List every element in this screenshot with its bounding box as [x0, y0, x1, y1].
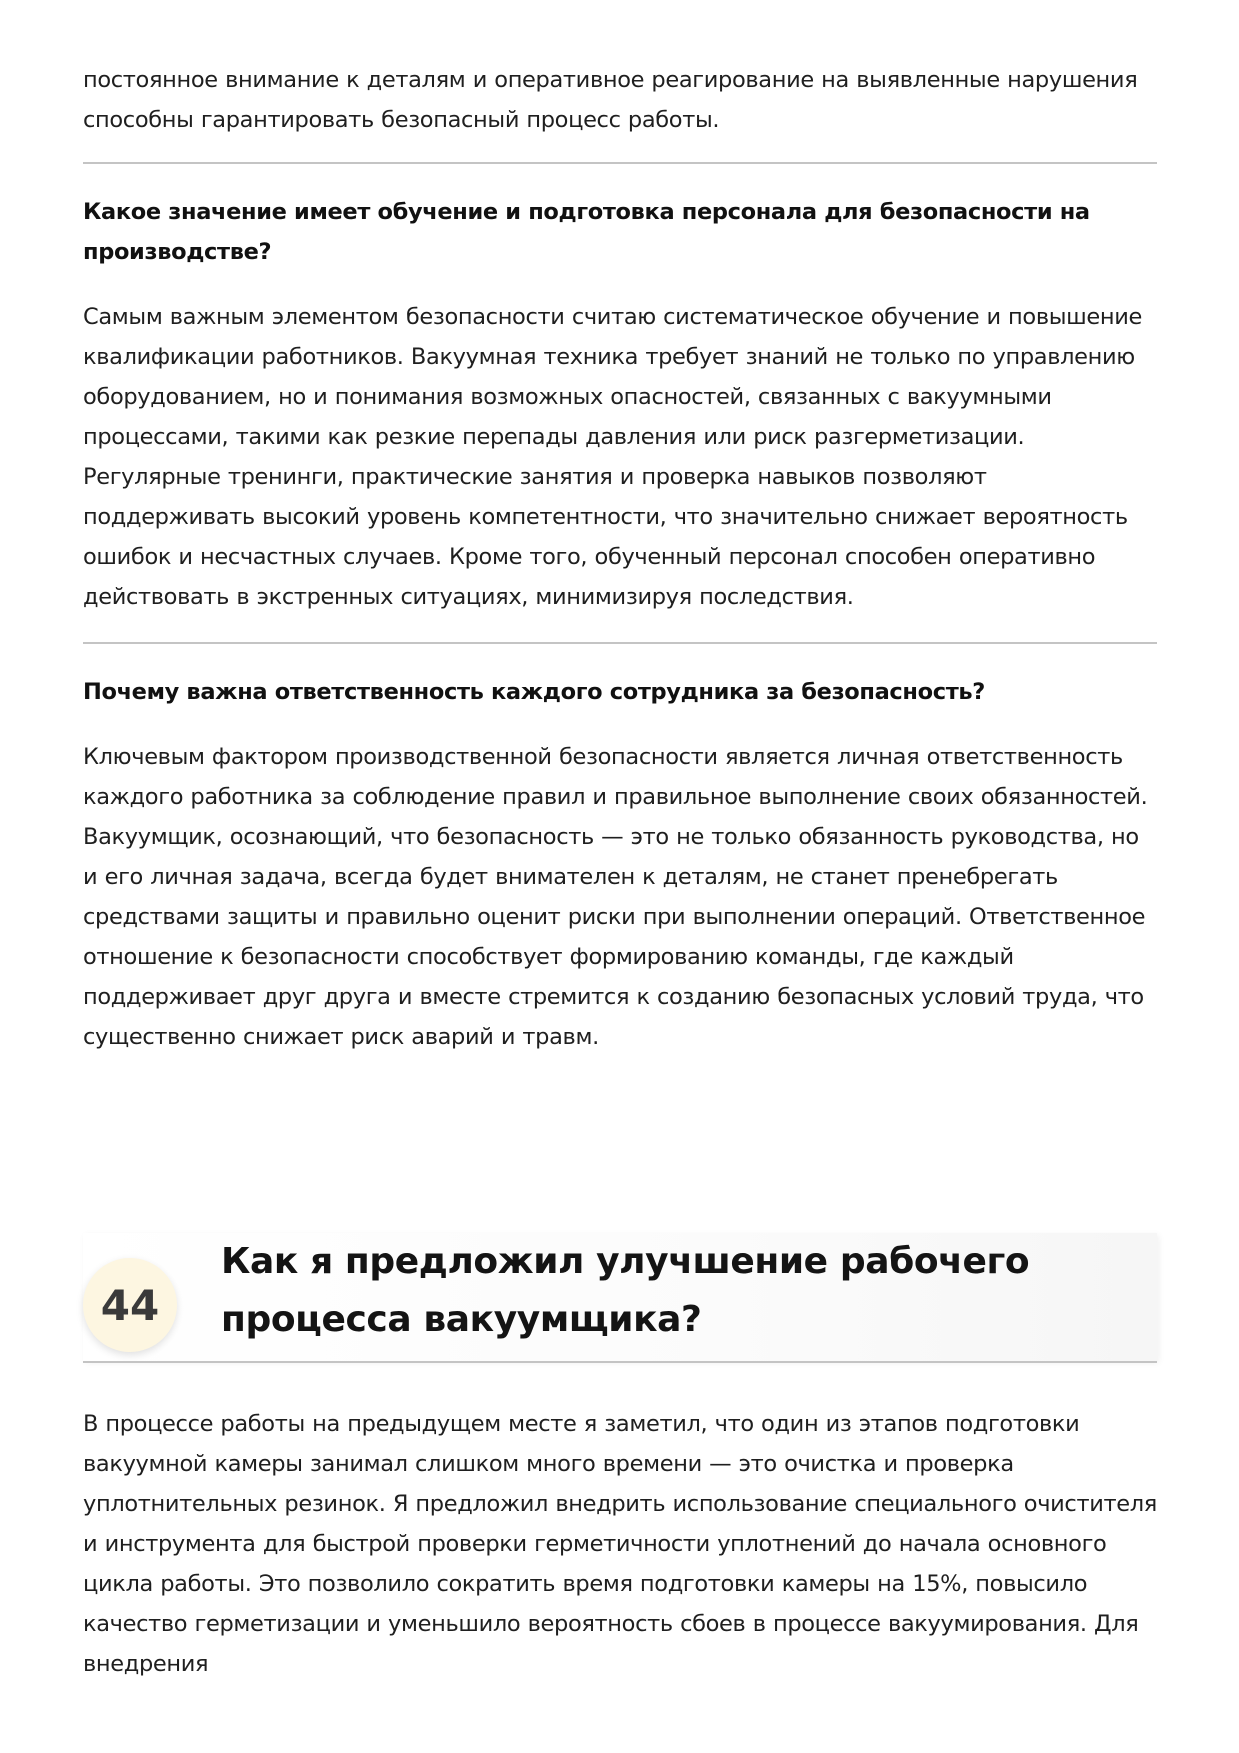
- answer-paragraph: Самым важным элементом безопасности считаю систематическое обучение и повышение квалификации работников. Вакуумная техника требует знаний не только по управлению оборудованием, но и понимания возможных опасностей, связанных с вакуумными процессами, такими как резкие перепады давления или риск разгерметизации. Регулярные тренинги, практические занятия и проверка навыков позволяют поддерживать высокий уровень компетентности, что значительно снижает вероятность ошибок и несчастных случаев. Кроме того, обученный персонал способен оперативно действовать в экстренных ситуациях, минимизируя последствия.: [83, 304, 1143, 610]
- section-header: [83, 1233, 1157, 1361]
- intro-paragraph: постоянное внимание к деталям и оперативное реагирование на выявленные нарушения способны гарантировать безопасный процесс работы.: [83, 67, 1138, 133]
- question-heading: Какое значение имеет обучение и подготовка персонала для безопасности на производстве?: [83, 199, 1090, 265]
- section-divider: [83, 162, 1157, 164]
- section-number-badge: 44: [83, 1258, 177, 1352]
- section-title: Как я предложил улучшение рабочего процесса вакуумщика?: [221, 1241, 1030, 1340]
- question-heading: Почему важна ответственность каждого сотрудника за безопасность?: [83, 679, 985, 705]
- section-body-paragraph: В процессе работы на предыдущем месте я заметил, что один из этапов подготовки вакуумной камеры занимал слишком много времени — это очистка и проверка уплотнительных резинок. Я предложил внедрить использование специального очистителя и инструмента для быстрой проверки герметичности уплотнений до начала основного цикла работы. Это позволило сократить время подготовки камеры на 15%, повысило качество герметизации и уменьшило вероятность сбоев в процессе вакуумирования. Для внедрения: [83, 1411, 1157, 1677]
- answer-paragraph: Ключевым фактором производственной безопасности является личная ответственность каждого работника за соблюдение правил и правильное выполнение своих обязанностей. Вакуумщик, осознающий, что безопасность — это не только обязанность руководства, но и его личная задача, всегда будет внимателен к деталям, не станет пренебрегать средствами защиты и правильно оценит риски при выполнении операций. Ответственное отношение к безопасности способствует формированию команды, где каждый поддерживает друг друга и вместе стремится к созданию безопасных условий труда, что существенно снижает риск аварий и травм.: [83, 744, 1148, 1050]
- section-divider: [83, 642, 1157, 644]
- section-title-underline: [83, 1361, 1157, 1363]
